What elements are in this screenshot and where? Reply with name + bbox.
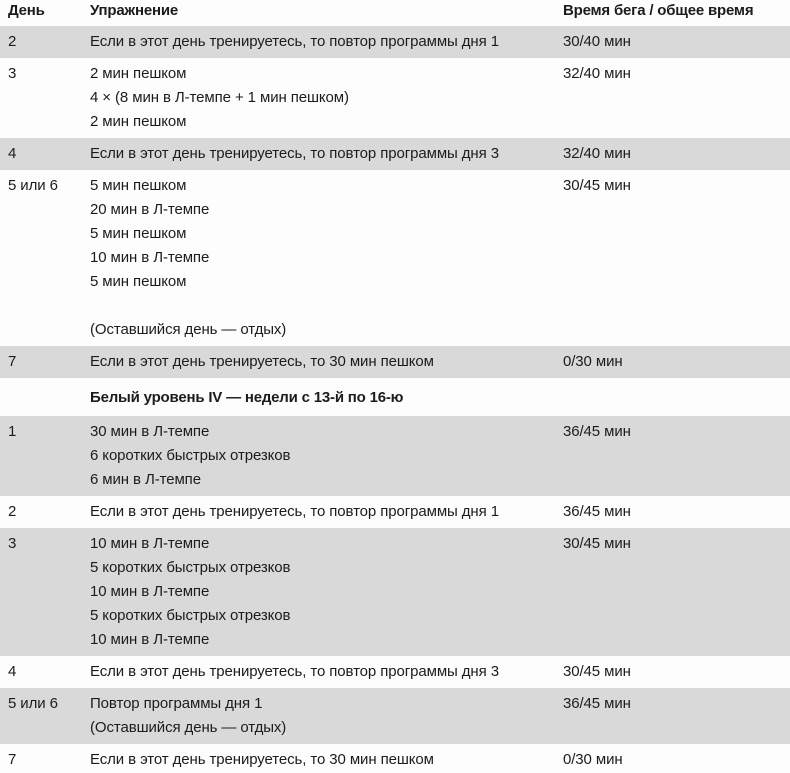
day-cell: 2: [8, 503, 17, 520]
time-cell: 0/30 мин: [563, 353, 623, 370]
exercise-line: Если в этот день тренируетесь, то повтор программы дня 1: [90, 33, 499, 50]
exercise-line: 2 мин пешком: [90, 65, 187, 82]
time-cell: 36/45 мин: [563, 695, 631, 712]
table-row: [0, 26, 790, 58]
day-cell: 7: [8, 751, 17, 768]
exercise-line: Если в этот день тренируетесь, то 30 мин пешком: [90, 751, 434, 768]
day-cell: 5 или 6: [8, 177, 58, 194]
exercise-line: 6 коротких быстрых отрезков: [90, 447, 291, 464]
table-row: [0, 528, 790, 656]
exercise-line: Если в этот день тренируетесь, то повтор программы дня 3: [90, 663, 499, 680]
table-row: [0, 138, 790, 170]
exercise-line: 5 мин пешком: [90, 225, 187, 242]
exercise-line: Если в этот день тренируетесь, то повтор программы дня 1: [90, 503, 499, 520]
time-cell: 0/30 мин: [563, 751, 623, 768]
exercise-cell: [90, 500, 563, 524]
time-cell: 30/45 мин: [563, 663, 631, 680]
table-header-row: [0, 0, 790, 26]
exercise-line: 10 мин в Л-темпе: [90, 535, 210, 552]
exercise-cell: [90, 62, 563, 134]
table-row: [0, 170, 790, 346]
table-row: [0, 496, 790, 528]
day-cell: 3: [8, 65, 17, 82]
day-cell: 1: [8, 423, 17, 440]
section-header-row: [0, 378, 790, 416]
time-cell: 32/40 мин: [563, 145, 631, 162]
column-header-time: Время бега / общее время: [563, 2, 754, 19]
exercise-cell: [90, 420, 563, 492]
time-cell: 36/45 мин: [563, 503, 631, 520]
exercise-line: 5 мин пешком: [90, 273, 187, 290]
time-cell: 32/40 мин: [563, 65, 631, 82]
exercise-cell: [90, 350, 563, 374]
day-cell: 2: [8, 33, 17, 50]
exercise-cell: [90, 174, 563, 342]
time-cell: 30/45 мин: [563, 177, 631, 194]
exercise-line: Если в этот день тренируетесь, то повтор программы дня 3: [90, 145, 499, 162]
table-body: [0, 26, 790, 773]
table-row: [0, 656, 790, 688]
table-row: [0, 416, 790, 496]
exercise-line: (Оставшийся день — отдых): [90, 321, 287, 338]
time-cell: 30/45 мин: [563, 535, 631, 552]
exercise-line: 2 мин пешком: [90, 113, 187, 130]
day-cell: 5 или 6: [8, 695, 58, 712]
exercise-line: Повтор программы дня 1: [90, 695, 263, 712]
exercise-line: 6 мин в Л-темпе: [90, 471, 201, 488]
section-title: Белый уровень IV — недели с 13-й по 16-ю: [90, 389, 404, 406]
exercise-cell: [90, 142, 563, 166]
exercise-line: 30 мин в Л-темпе: [90, 423, 210, 440]
exercise-cell: [90, 748, 563, 772]
exercise-line: [90, 294, 563, 318]
exercise-line: 5 мин пешком: [90, 177, 187, 194]
day-cell: 4: [8, 145, 17, 162]
exercise-cell: [90, 30, 563, 54]
exercise-line: 20 мин в Л-темпе: [90, 201, 210, 218]
table-row: [0, 58, 790, 138]
column-header-exercise: Упражнение: [90, 2, 178, 19]
exercise-cell: [90, 692, 563, 740]
exercise-line: 5 коротких быстрых отрезков: [90, 559, 291, 576]
exercise-cell: [90, 532, 563, 652]
exercise-line: 4 × (8 мин в Л-темпе + 1 мин пешком): [90, 89, 349, 106]
exercise-line: 10 мин в Л-темпе: [90, 583, 210, 600]
day-cell: 3: [8, 535, 17, 552]
exercise-line: Если в этот день тренируетесь, то 30 мин пешком: [90, 353, 434, 370]
exercise-line: 10 мин в Л-темпе: [90, 249, 210, 266]
exercise-line: 10 мин в Л-темпе: [90, 631, 210, 648]
table-row: [0, 744, 790, 773]
table-row: [0, 688, 790, 744]
time-cell: 30/40 мин: [563, 33, 631, 50]
day-cell: 7: [8, 353, 17, 370]
column-header-day: День: [8, 2, 45, 19]
day-cell: 4: [8, 663, 17, 680]
exercise-line: 5 коротких быстрых отрезков: [90, 607, 291, 624]
table-row: [0, 346, 790, 378]
exercise-cell: [90, 660, 563, 684]
exercise-line: (Оставшийся день — отдых): [90, 719, 287, 736]
time-cell: 36/45 мин: [563, 423, 631, 440]
